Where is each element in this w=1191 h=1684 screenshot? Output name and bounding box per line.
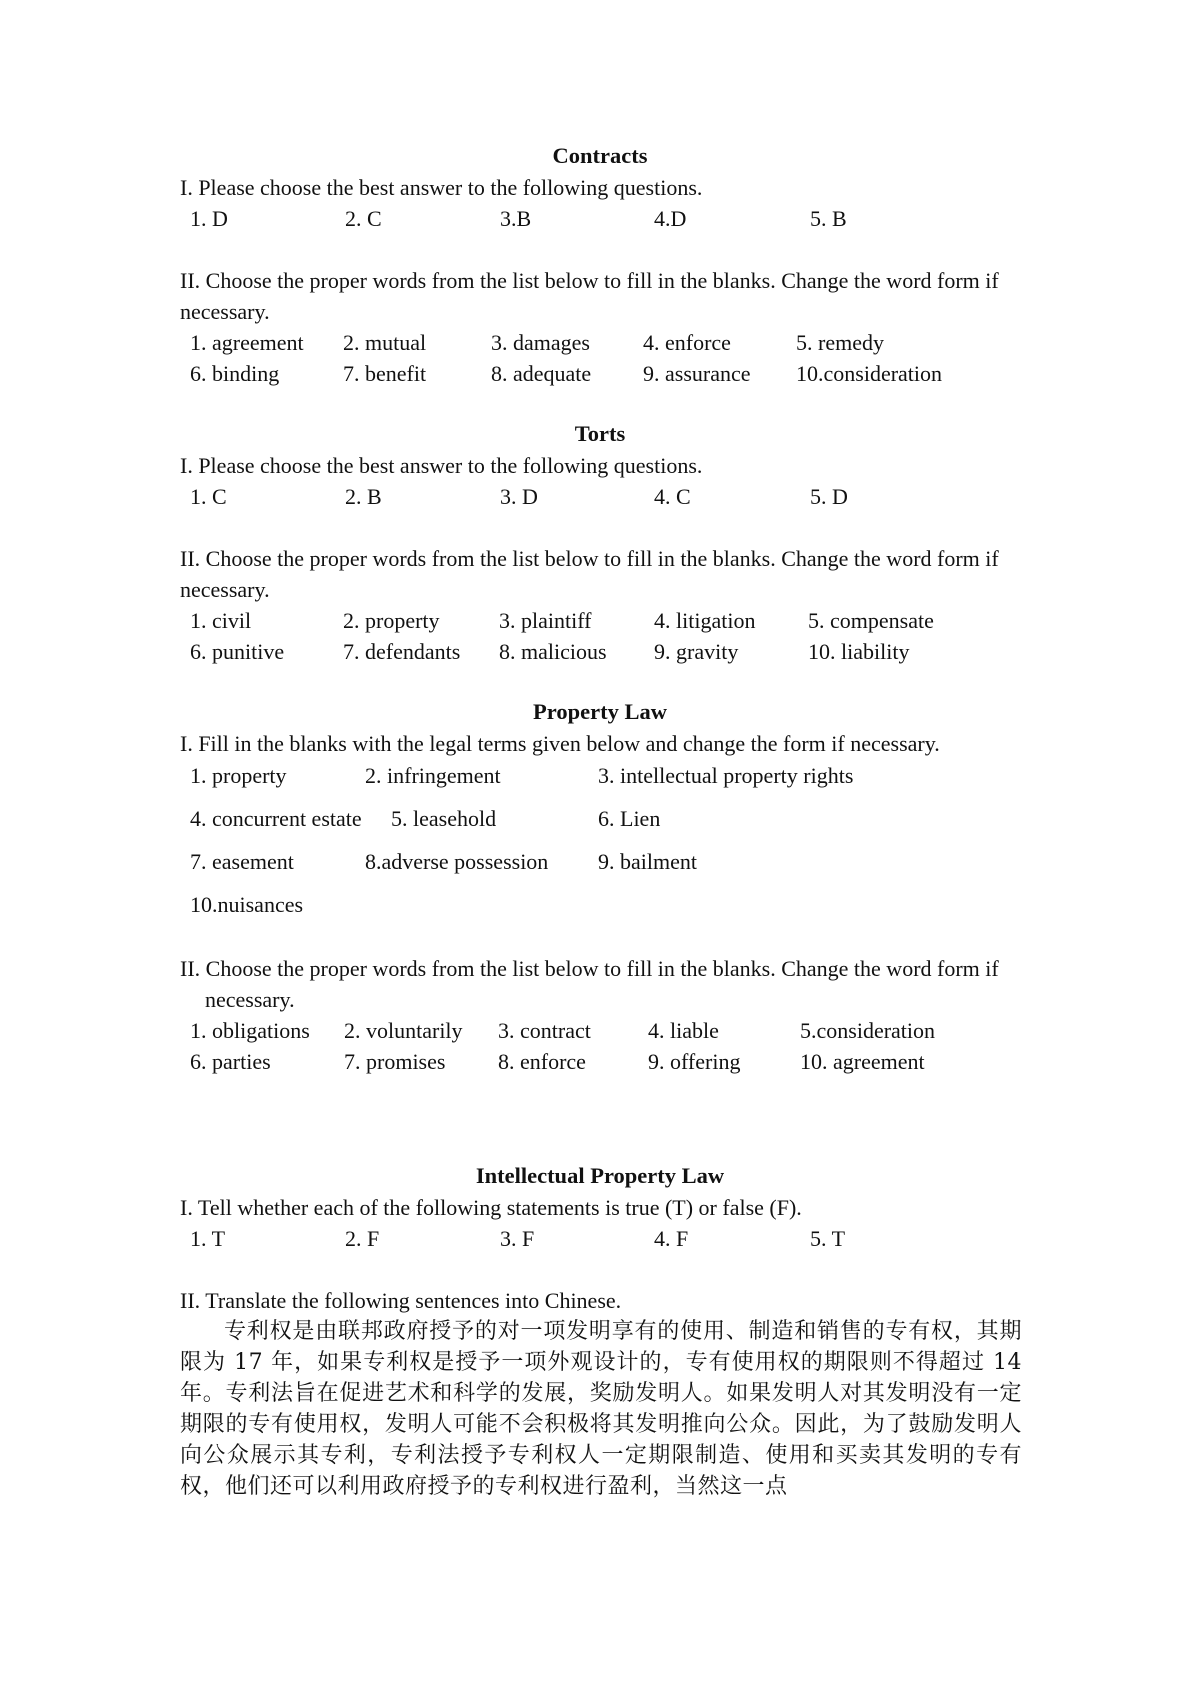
property-term-row-3 [180, 845, 1020, 888]
word-item: 6. parties [190, 1049, 271, 1074]
answer-item: 4. C [654, 484, 691, 509]
contracts-part2-instruction: II. Choose the proper words from the list below to fill in the blanks. Change the word form if necessary. [180, 268, 999, 324]
answer-item: 1. D [190, 206, 228, 231]
answer-item: 2. C [345, 206, 382, 231]
contracts-part1-instruction: I. Please choose the best answer to the following questions. [180, 175, 703, 200]
word-item: 9. offering [648, 1049, 741, 1074]
word-item: 6. binding [190, 361, 280, 386]
answer-item: 3.B [500, 206, 532, 231]
word-item: 1. civil [190, 608, 252, 633]
word-item: 8. adequate [491, 361, 592, 386]
word-item: 5. remedy [796, 330, 884, 355]
answer-item: 4.D [654, 206, 687, 231]
property-part2-instruction: II. Choose the proper words from the list below to fill in the blanks. Change the word form if necessary. [180, 956, 999, 1012]
property-word-row-1 [180, 1015, 1020, 1046]
term-item: 10.nuisances [190, 892, 304, 917]
torts-part1-instruction: I. Please choose the best answer to the following questions. [180, 453, 703, 478]
answer-item: 2. F [345, 1226, 380, 1251]
answer-item: 1. T [190, 1226, 226, 1251]
term-item: 1. property [190, 763, 287, 788]
word-item: 1. agreement [190, 330, 304, 355]
torts-word-row-2 [180, 636, 1020, 667]
word-item: 2. property [343, 608, 440, 633]
contracts-word-row-1 [180, 327, 1020, 358]
torts-word-row-1 [180, 605, 1020, 636]
answer-item: 5. B [810, 206, 847, 231]
answer-item: 3. F [500, 1226, 535, 1251]
word-item: 3. contract [498, 1018, 591, 1043]
term-item: 9. bailment [598, 849, 697, 874]
property-word-row-2 [180, 1046, 1020, 1077]
document-page [180, 140, 1020, 1502]
term-item: 2. infringement [365, 763, 501, 788]
section-title-torts: Torts [574, 421, 626, 446]
contracts-word-row-2 [180, 358, 1020, 389]
word-item: 4. litigation [654, 608, 756, 633]
property-term-row-1 [180, 759, 1020, 802]
term-item: 3. intellectual property rights [598, 763, 854, 788]
term-item: 5. leasehold [391, 806, 497, 831]
answer-item: 1. C [190, 484, 227, 509]
contracts-answer-row [180, 203, 1020, 234]
word-item: 9. gravity [654, 639, 739, 664]
ip-part1-instruction: I. Tell whether each of the following statements is true (T) or false (F). [180, 1195, 802, 1220]
term-item: 7. easement [190, 849, 294, 874]
word-item: 7. benefit [343, 361, 427, 386]
answer-item: 5. D [810, 484, 848, 509]
word-item: 5. compensate [808, 608, 934, 633]
word-item: 2. mutual [343, 330, 427, 355]
word-item: 4. enforce [643, 330, 731, 355]
word-item: 8. enforce [498, 1049, 586, 1074]
property-term-row-4 [180, 888, 1020, 931]
ip-answer-row [180, 1223, 1020, 1254]
word-item: 10. agreement [800, 1049, 925, 1074]
word-item: 6. punitive [190, 639, 285, 664]
torts-answer-row [180, 481, 1020, 512]
term-item: 8.adverse possession [365, 849, 549, 874]
word-item: 4. liable [648, 1018, 719, 1043]
word-item: 10.consideration [796, 361, 943, 386]
term-item: 4. concurrent estate [190, 806, 362, 831]
word-item: 3. plaintiff [499, 608, 592, 633]
answer-item: 2. B [345, 484, 382, 509]
torts-part2-instruction: II. Choose the proper words from the list below to fill in the blanks. Change the word form if necessary. [180, 546, 999, 602]
property-term-row-2 [180, 802, 1020, 845]
answer-item: 5. T [810, 1226, 846, 1251]
section-title-intellectual-property-law: Intellectual Property Law [475, 1163, 725, 1188]
property-part1-instruction: I. Fill in the blanks with the legal terms given below and change the form if necessary. [180, 731, 940, 756]
word-item: 8. malicious [499, 639, 607, 664]
chinese-translation-paragraph: 专利权是由联邦政府授予的对一项发明享有的使用、制造和销售的专有权，其期限为 17 年，如果专利权是授予一项外观设计的，专有使用权的期限则不得超过 14 年。专利法旨在促进艺术和科学的发展，奖励发明人。如果发明人对其发明没有一定期限的专有使用权，发明人可能不会积极将其发明推向公众。因此，为了鼓励发明人向公众展示其专利，专利法授予专利权人一定期限制造、使用和买卖其发明的专有权，他们还可以利用政府授予的专利权进行盈利，当然这一点 [180, 1319, 1022, 1499]
section-title-property-law: Property Law [533, 699, 667, 724]
word-item: 5.consideration [800, 1018, 936, 1043]
word-item: 1. obligations [190, 1018, 310, 1043]
term-item: 6. Lien [598, 806, 661, 831]
ip-part2-instruction: II. Translate the following sentences into Chinese. [180, 1288, 622, 1313]
word-item: 9. assurance [643, 361, 751, 386]
word-item: 7. promises [344, 1049, 446, 1074]
word-item: 7. defendants [343, 639, 461, 664]
word-item: 2. voluntarily [344, 1018, 463, 1043]
word-item: 10. liability [808, 639, 910, 664]
answer-item: 4. F [654, 1226, 689, 1251]
answer-item: 3. D [500, 484, 538, 509]
section-title-contracts: Contracts [552, 143, 648, 168]
word-item: 3. damages [491, 330, 590, 355]
